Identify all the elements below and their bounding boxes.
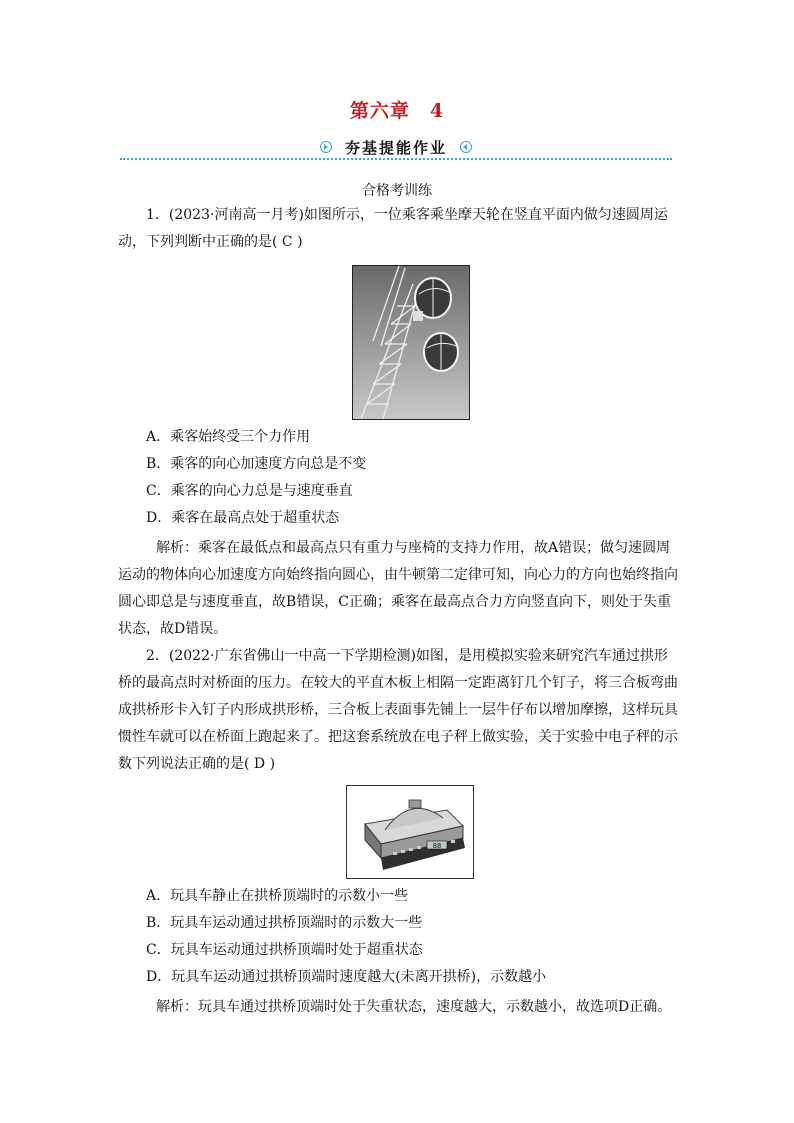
question-2-stem: 2．(2022·广东省佛山一中高一下学期检测)如图，是用模拟实验来研究汽车通过拱形桥的最高点时对桥面的压力。在较大的平直木板上相隔一定距离钉几个钉子，将三合板弯曲成拱桥形卡入钉子内形成拱形桥，三合板上表面事先铺上一层牛仔布以增加摩擦，这样玩具惯性车就可以在桥面上跑起来了。把这套系统放在电子秤上做实验，关于实验中电子秤的示数下列说法正确的是( D ) xyxy=(118,648,678,772)
question-1-stem-line-1: 1．(2023·河南高一月考)如图所示，一位乘客乘坐摩天轮在竖直平面内做匀速圆周运 xyxy=(146,207,668,223)
question-2-analysis: 解析：玩具车通过拱桥顶端时处于失重状态，速度越大，示数越小，故选项D正确。 xyxy=(156,999,672,1015)
question-1-option-b: B．乘客的向心加速度方向总是不变 xyxy=(146,456,367,472)
chapter-title: 第六章 4 xyxy=(349,100,445,122)
electronic-scale-photo xyxy=(346,785,474,879)
question-1-analysis: 解析：乘客在最低点和最高点只有重力与座椅的支持力作用，故A错误；做匀速圆周运动的物体向心加速度方向始终指向圆心，由牛顿第二定律可知，向心力的方向也始终指向圆心即总是与速度垂直，故B错误，C正确；乘客在最高点合力方向竖直向下，则处于失重状态，故D错误。 xyxy=(118,540,678,637)
subsection-title: 合格考训练 xyxy=(362,183,432,199)
section-banner xyxy=(120,136,672,162)
question-2-option-d: D．玩具车运动通过拱桥顶端时速度越大(未离开拱桥)，示数越小 xyxy=(146,969,547,985)
question-2-option-c: C．玩具车运动通过拱桥顶端时处于超重状态 xyxy=(146,942,423,958)
question-1-option-c: C．乘客的向心力总是与速度垂直 xyxy=(146,483,353,499)
question-1-stem-line-2: 动，下列判断中正确的是( C ) xyxy=(118,234,303,250)
ferris-wheel-photo xyxy=(352,265,470,420)
question-2-option-b: B．玩具车运动通过拱桥顶端时的示数大一些 xyxy=(146,915,423,931)
question-2-option-a: A．玩具车静止在拱桥顶端时的示数小一些 xyxy=(146,888,409,904)
scale-display: 88 xyxy=(432,842,442,850)
section-banner-text: 夯基提能作业 xyxy=(344,139,447,157)
banner-dotted-line xyxy=(120,158,672,160)
question-1-option-d: D．乘客在最高点处于超重状态 xyxy=(146,510,340,526)
question-1-option-a: A．乘客始终受三个力作用 xyxy=(146,429,311,445)
arrow-left-icon xyxy=(460,141,472,153)
